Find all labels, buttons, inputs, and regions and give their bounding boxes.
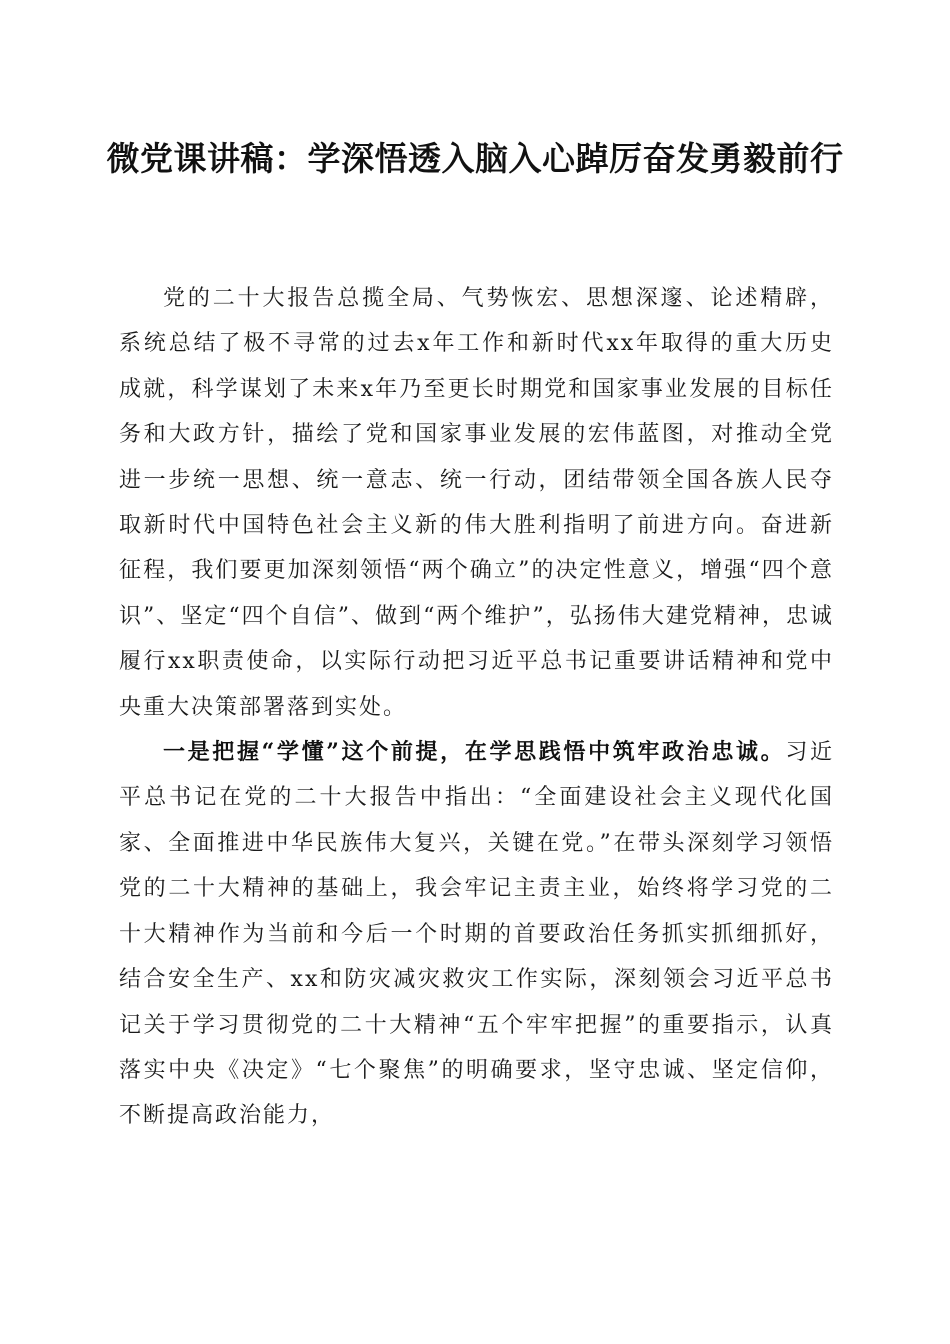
paragraph-2-text: 习近平总书记在党的二十大报告中指出：“全面建设社会主义现代化国家、全面推进中华民族伟大复兴，关键在党。”在带头深刻学习领悟党的二十大精神的基础上，我会牢记主责主业，始终将学习党的二十大精神作为当前和今后一个时期的首要政治任务抓实抓细抓好，结合安全生产、xx和防灾减灾救灾工作实际，深刻领会习近平总书记关于学习贯彻党的二十大精神“五个牢牢把握”的重要指示，认真落实中央《决定》“七个聚焦”的明确要求，坚守忠诚、坚定信仰，不断提高政治能力，	[119, 740, 834, 1129]
document-title: 微党课讲稿：学深悟透入脑入心踔厉奋发勇毅前行	[106, 139, 844, 178]
document-body	[119, 276, 834, 1139]
paragraph-2-lead: 一是把握“学懂”这个前提，在学思践悟中筑牢政治忠诚。	[163, 739, 786, 766]
paragraph-2	[119, 730, 834, 1139]
paragraph-1	[119, 276, 834, 730]
paragraph-1-text: 党的二十大报告总揽全局、气势恢宏、思想深邃、论述精辟，系统总结了极不寻常的过去x年工作和新时代xx年取得的重大历史成就，科学谋划了未来x年乃至更长时期党和国家事业发展的目标任务和大政方针，描绘了党和国家事业发展的宏伟蓝图，对推动全党进一步统一思想、统一意志、统一行动，团结带领全国各族人民夺取新时代中国特色社会主义新的伟大胜利指明了前进方向。奋进新征程，我们要更加深刻领悟“两个确立”的决定性意义，增强“四个意识”、坚定“四个自信”、做到“两个维护”，弘扬伟大建党精神，忠诚履行xx职责使命，以实际行动把习近平总书记重要讲话精神和党中央重大决策部署落到实处。	[119, 286, 834, 720]
